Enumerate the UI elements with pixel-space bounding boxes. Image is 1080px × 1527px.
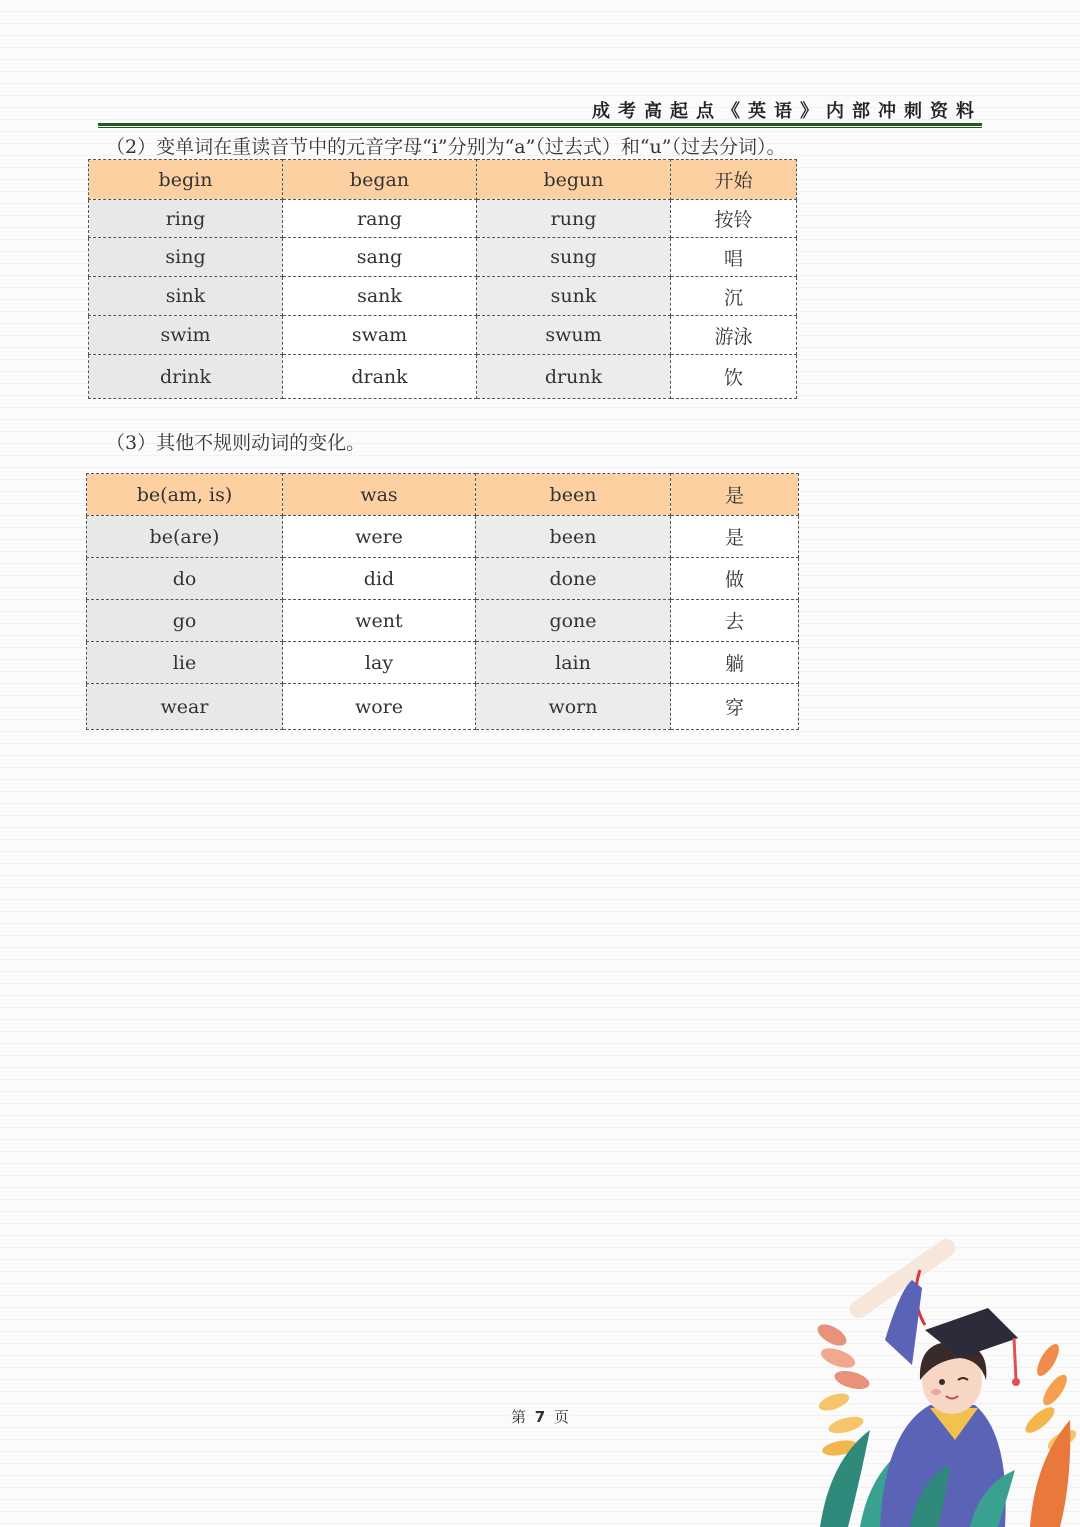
- table-cell: were: [283, 516, 476, 558]
- table-cell: lay: [283, 642, 476, 684]
- table-row: [87, 642, 799, 684]
- table-row: [89, 277, 797, 316]
- page-number-suffix: 页: [554, 1408, 570, 1426]
- table-cell: sing: [89, 238, 283, 277]
- table-cell: been: [476, 474, 671, 516]
- table-cell: lie: [87, 642, 283, 684]
- table-cell: been: [476, 516, 671, 558]
- graduate-girl-illustration: [800, 1230, 1080, 1527]
- table-cell: begun: [477, 160, 671, 200]
- table-cell: ring: [89, 200, 283, 238]
- table-cell: wore: [283, 684, 476, 730]
- page-number-prefix: 第: [510, 1408, 526, 1426]
- table-cell: sink: [89, 277, 283, 316]
- table-header-row: [89, 160, 797, 200]
- verb-table-i-a-u: [88, 159, 797, 399]
- table-cell: wear: [87, 684, 283, 730]
- section-3-title: （3）其他不规则动词的变化。: [106, 432, 366, 454]
- document-header-title: 成考高起点《英语》内部冲刺资料: [592, 101, 982, 122]
- table-cell: 穿: [671, 684, 799, 730]
- table-row: [89, 316, 797, 355]
- page-number-value: 7: [534, 1408, 546, 1426]
- table-cell: 躺: [671, 642, 799, 684]
- table-cell: worn: [476, 684, 671, 730]
- table-cell: 开始: [671, 160, 797, 200]
- table-cell: swim: [89, 316, 283, 355]
- table-cell: sung: [477, 238, 671, 277]
- table-cell: 按铃: [671, 200, 797, 238]
- table-cell: 是: [671, 516, 799, 558]
- table-cell: gone: [476, 600, 671, 642]
- table-cell: rung: [477, 200, 671, 238]
- table-row: [89, 238, 797, 277]
- table-cell: do: [87, 558, 283, 600]
- table-row: [87, 600, 799, 642]
- table-row: [87, 558, 799, 600]
- table-cell: sunk: [477, 277, 671, 316]
- table-cell: rang: [283, 200, 477, 238]
- table-cell: was: [283, 474, 476, 516]
- table-cell: done: [476, 558, 671, 600]
- table-cell: went: [283, 600, 476, 642]
- table-cell: 唱: [671, 238, 797, 277]
- header-rule-thin: [98, 127, 982, 128]
- table-cell: 沉: [671, 277, 797, 316]
- table-cell: began: [283, 160, 477, 200]
- table-row: [87, 684, 799, 730]
- decorative-wheat-right-icon: [1022, 1341, 1080, 1527]
- section-2-title: （2）变单词在重读音节中的元音字母“i”分别为“a”（过去式）和“u”（过去分词）。: [106, 136, 786, 158]
- table-cell: be(am, is): [87, 474, 283, 516]
- table-cell: 去: [671, 600, 799, 642]
- table-cell: swum: [477, 316, 671, 355]
- table-cell: drunk: [477, 355, 671, 399]
- table-cell: lain: [476, 642, 671, 684]
- table-row: [87, 516, 799, 558]
- table-row: [89, 200, 797, 238]
- table-cell: 做: [671, 558, 799, 600]
- table-cell: sank: [283, 277, 477, 316]
- table-cell: swam: [283, 316, 477, 355]
- verb-table-other-irregular: [86, 473, 799, 730]
- table-cell: sang: [283, 238, 477, 277]
- table-row: [89, 355, 797, 399]
- table-cell: 游泳: [671, 316, 797, 355]
- table-header-row: [87, 474, 799, 516]
- table-cell: did: [283, 558, 476, 600]
- table-cell: 是: [671, 474, 799, 516]
- table-cell: go: [87, 600, 283, 642]
- table-cell: 饮: [671, 355, 797, 399]
- table-cell: drink: [89, 355, 283, 399]
- table-cell: begin: [89, 160, 283, 200]
- table-cell: be(are): [87, 516, 283, 558]
- header-rule: [98, 123, 982, 126]
- table-cell: drank: [283, 355, 477, 399]
